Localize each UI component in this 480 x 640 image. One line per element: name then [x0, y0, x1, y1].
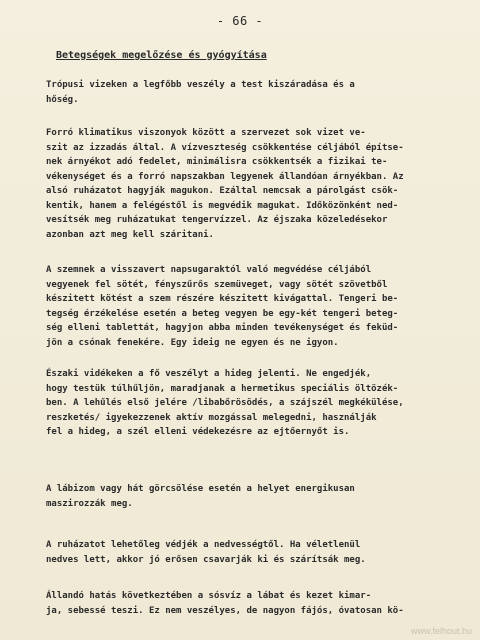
paragraph-7 — [46, 589, 466, 618]
text-line: Forró klimatikus viszonyok között a szervezet sok vizet ve- — [46, 128, 366, 138]
text-line: azonban azt meg kell száritani. — [46, 229, 214, 240]
text-line: A ruházatot lehetőleg védjék a nedvességtől. Ha véletlenül — [46, 540, 361, 550]
page-number: - 66 - — [216, 14, 264, 28]
text-line: jön a csónak fenekére. Egy ideig ne egyen és ne igyon. — [46, 337, 339, 348]
text-line: készitett kötést a szem részére készitett kivágattal. Tengeri be- — [46, 294, 399, 304]
text-line: A lábizom vagy hát görcsölése esetén a helyet energikusan — [46, 484, 355, 494]
text-line: vékenységet és a forró napszakban legyenek állandóan árnyékban. Az — [46, 171, 404, 182]
text-line: alsó ruházatot hagyják magukon. Ezáltal nemcsak a párolgást csök- — [46, 186, 399, 196]
text-line: Trópusi vizeken a legfőbb veszély a test kiszáradása és a — [46, 80, 355, 90]
text-line: nedves lett, akkor jó erősen csavarják ki és szárítsák meg. — [46, 554, 366, 565]
text-line: Északi vidékeken a fő veszélyt a hideg jelenti. Ne engedjék, — [46, 369, 372, 379]
watermark: www.felhout.hu — [410, 626, 472, 636]
paragraph-5 — [46, 482, 466, 511]
text-line: maszirozzák meg. — [46, 498, 133, 509]
text-line: hogy testük túlhűljön, maradjanak a hermetikus speciális öltözék- — [46, 383, 399, 394]
text-line: szit az izzadás által. A vízveszteség csökkentése céljából építse- — [46, 142, 404, 153]
paragraph-4 — [46, 367, 466, 440]
paragraph-3 — [46, 263, 466, 350]
text-line: Állandó hatás következtében a sósvíz a lábat és kezet kimar- — [46, 591, 372, 601]
text-line: vegyenek fel sötét, fényszűrős szemüveget, vagy sötét szövetből — [46, 279, 388, 290]
text-line: reszketés/ igyekezzenek aktív mozgással melegedni, használják — [46, 412, 377, 423]
text-line: tegség érzékelése esetén a beteg vegyen be egy-két tengeri beteg- — [46, 308, 399, 319]
text-line: ja, sebessé teszi. Ez nem veszélyes, de nagyon fájós, óvatosan kö- — [46, 605, 404, 616]
text-line: vesítsék meg ruházatukat tengervízzel. Az éjszaka közeledésekor — [46, 215, 388, 225]
paragraph-6 — [46, 538, 466, 567]
text-line: ség elleni tablettát, hagyjon abba minden tevékenységet és feküd- — [46, 323, 399, 333]
text-line: A szemnek a visszavert napsugaraktól való megvédése céljából — [46, 265, 372, 275]
text-line: ben. A lehűlés első jelére /libabőrösödés, a szájszél megkékülése, — [46, 398, 404, 408]
text-line: nek árnyékot adó fedelet, minimálisra csökkentsék a fizikai te- — [46, 157, 388, 167]
paragraph-1 — [46, 78, 466, 107]
paragraph-2 — [46, 126, 466, 242]
text-line: kentik, hanem a felégéstől is megvédik magukat. Időközönként ned- — [46, 200, 399, 211]
section-title: Betegségek megelőzése és gyógyítása — [56, 50, 267, 61]
text-line: hőség. — [46, 94, 79, 105]
text-line: fel a hideg, a szél elleni védekezésre az ejtőernyőt is. — [46, 427, 350, 437]
